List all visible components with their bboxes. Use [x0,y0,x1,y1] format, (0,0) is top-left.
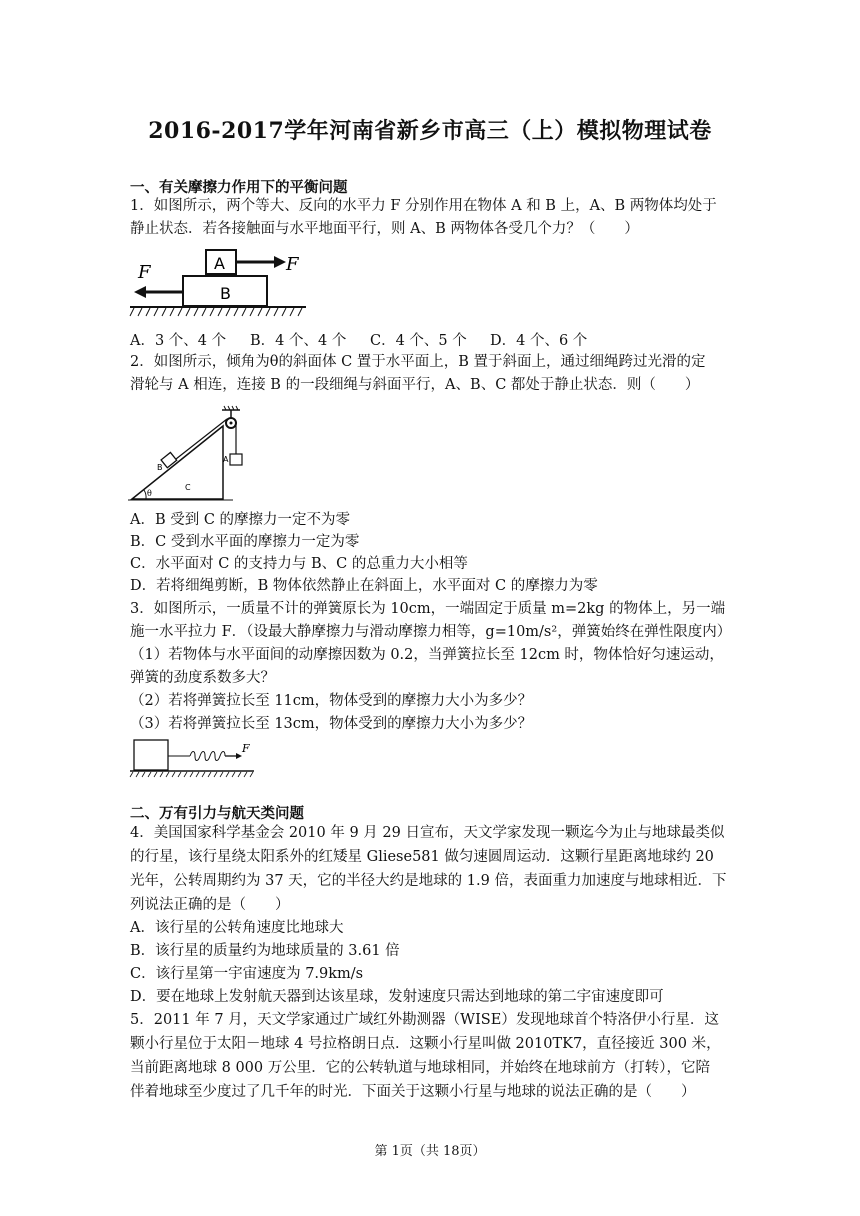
q4-line-2: 的行星，该行星绕太阳系外的红矮星 Gliese581 做匀速圆周运动．这颗行星距离地球约 20 [130,849,714,865]
q1-line-1: 1．如图所示，两个等大、反向的水平力 F 分别作用在物体 A 和 B 上，A、B 两物体均处于 [130,198,717,214]
q2-option-d[interactable]: D．若将细绳剪断，B 物体依然静止在斜面上，水平面对 C 的摩擦力为零 [130,578,598,594]
q5-line-2: 颗小行星位于太阳－地球 4 号拉格朗日点．这颗小行星叫做 2010TK7，直径接近 300 米， [130,1036,721,1052]
incline-c [132,426,223,499]
label-a: A [214,254,225,273]
page-footer: 第 1页（共 18页） [374,1144,486,1159]
q3-line-3: （1）若物体与水平面间的动摩擦因数为 0.2，当弹簧拉长至 12cm 时，物体恰好匀速运动， [130,647,724,663]
q4-option-b[interactable]: B．该行星的质量约为地球质量的 3.61 倍 [130,943,400,959]
force-label-left: F [138,262,151,283]
q4-option-c[interactable]: C．该行星第一宇宙速度为 7.9km/s [130,966,364,982]
label-a: A [223,455,229,464]
q2-line-2: 滑轮与 A 相连，连接 B 的一段细绳与斜面平行，A、B、C 都处于静止状态．则（ ） [130,377,700,393]
q3-line-5: （2）若将弹簧拉长至 11cm，物体受到的摩擦力大小为多少？ [130,693,533,709]
rope [176,419,227,459]
spring [190,752,225,761]
q2-line-1: 2．如图所示，倾角为θ的斜面体 C 置于水平面上，B 置于斜面上，通过细绳跨过光滑的定 [130,354,706,370]
q1-options [130,331,730,351]
block-a [230,454,242,465]
q3-line-1: 3．如图所示，一质量不计的弹簧原长为 10cm，一端固定于质量 m=2kg 的物体上，另一端 [130,601,726,617]
q2-option-c[interactable]: C．水平面对 C 的支持力与 B、C 的总重力大小相等 [130,556,468,572]
q1-figure [128,244,308,324]
q5-line-1: 5．2011 年 7 月，天文学家通过广域红外勘测器（WISE）发现地球首个特洛伊小行星．这 [130,1012,719,1028]
q1-option-a[interactable]: A．3 个、4 个 [130,333,227,349]
force-label-right: F [286,254,299,275]
q4-line-4: 列说法正确的是（ ） [130,897,290,913]
q1-line-2: 静止状态．若各接触面与水平地面平行，则 A、B 两物体各受几个力？（ ） [130,221,639,237]
block [134,740,168,770]
q2-option-b[interactable]: B．C 受到水平面的摩擦力一定为零 [130,534,360,550]
q2-option-a[interactable]: A．B 受到 C 的摩擦力一定不为零 [130,512,351,528]
q1-option-d[interactable]: D．4 个、6 个 [490,333,588,349]
q1-option-b[interactable]: B．4 个、4 个 [250,333,347,349]
section-heading-2: 二、万有引力与航天类问题 [130,805,304,822]
q3-figure [128,736,268,780]
ground-hatch [130,308,302,316]
label-c: C [185,483,191,492]
q4-line-1: 4．美国国家科学基金会 2010 年 9 月 29 日宣布，天文学家发现一颗迄今为止与地球最类似 [130,825,725,841]
q4-line-3: 光年，公转周期约为 37 天，它的半径大约是地球的 1.9 倍，表面重力加速度与地球相近．下 [130,873,727,889]
q5-line-4: 伴着地球至少度过了几千年的时光．下面关于这颗小行星与地球的说法正确的是（ ） [130,1084,696,1100]
section-heading-1: 一、有关摩擦力作用下的平衡问题 [130,179,348,196]
label-b: B [220,284,231,303]
label-theta: θ [147,489,152,498]
q1-option-c[interactable]: C．4 个、5 个 [370,333,467,349]
q3-line-6: （3）若将弹簧拉长至 13cm，物体受到的摩擦力大小为多少？ [130,716,533,732]
page-title: 2016-2017学年河南省新乡市高三（上）模拟物理试卷 [148,118,712,144]
q2-figure [128,404,253,504]
q4-option-d[interactable]: D．要在地球上发射航天器到达该星球，发射速度只需达到地球的第二宇宙速度即可 [130,989,664,1005]
force-label: F [242,742,250,755]
q4-option-a[interactable]: A．该行星的公转角速度比地球大 [130,920,344,936]
q3-line-2: 施一水平拉力 F．（设最大静摩擦力与滑动摩擦力相等，g=10m/s²，弹簧始终在弹性限度内） [130,624,732,640]
label-b: B [157,463,163,472]
q5-line-3: 当前距离地球 8 000 万公里．它的公转轨道与地球相同，并始终在地球前方（打转），它陪 [130,1060,710,1076]
q3-line-4: 弹簧的劲度系数多大？ [130,670,275,686]
